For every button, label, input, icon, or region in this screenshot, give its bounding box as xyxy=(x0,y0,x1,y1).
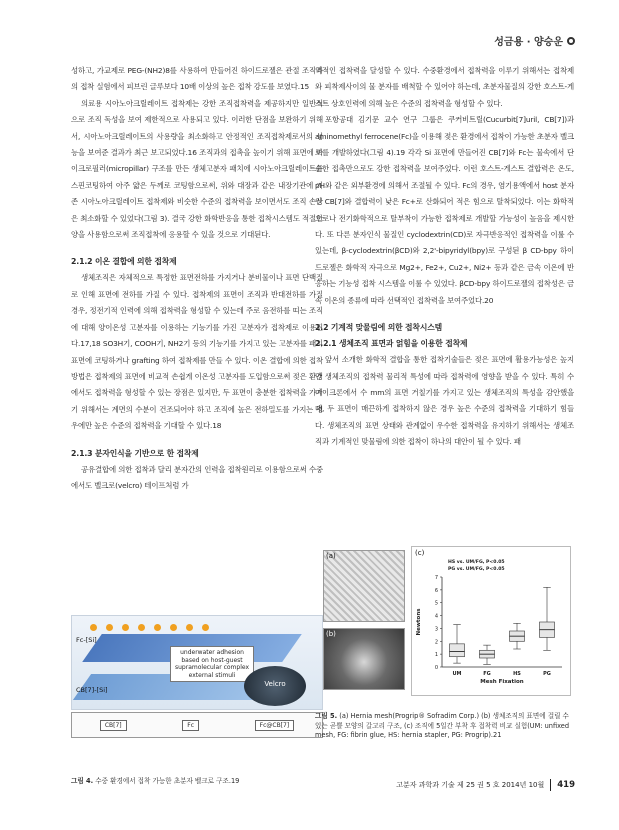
callout-line: supramolecular complex xyxy=(175,664,250,671)
panel-c-label: (c) xyxy=(415,549,425,557)
circle-bullet-icon xyxy=(567,37,575,45)
x-tick-label: HS xyxy=(513,671,521,677)
figure-4-caption xyxy=(71,775,323,785)
panel-b-label: (b) xyxy=(326,630,336,638)
paragraph: 성하고, 가교제로 PEG-(NH2)8를 사용하여 만들어진 하이드로젤은 관절 조직과의 접착 실험에서 피브린 글루보다 10배 이상의 높은 접착 강도를 보였다.15 xyxy=(71,66,323,92)
figure-4-illustration xyxy=(71,615,323,710)
page-footer xyxy=(396,779,575,791)
mesh-photo xyxy=(323,550,405,622)
figure-5 xyxy=(315,546,574,696)
x-tick-label: FG xyxy=(483,671,491,677)
label-fc-si: Fc-[Si] xyxy=(76,636,97,644)
velcro-label: Velcro xyxy=(264,680,286,688)
left-column xyxy=(71,63,323,494)
structure-label: CB[7] xyxy=(100,720,127,731)
running-header xyxy=(494,33,575,48)
figure-4-structures xyxy=(71,712,323,738)
caption-label: 그림 4. xyxy=(71,777,94,785)
structure-label: Fc@CB[7] xyxy=(255,720,295,731)
page-number: 419 xyxy=(557,780,575,790)
caption-text: 수중 환경에서 접착 가능한 초분자 벨크로 구조.19 xyxy=(95,777,240,785)
right-column xyxy=(315,63,574,451)
y-tick-label: 4 xyxy=(434,613,438,620)
paragraph: 생체조직은 자체적으로 특정한 표면전하를 가지거나 분비물이나 표면 단백질로 인해 표면에 전하를 가질 수 있다. 접착제의 표면이 조직과 반대전하를 가질 경우, 정전기적 인력에 의해 접착력을 형성할 수 있는데 주로 음전하를 띠는 조직에 대해 양이온성 고분자를 이용하는 기능기를 가진 고분자가 접착제로 이용된다.17,18 SO3H기, COOH기, NH2기 등의 기능기를 가지고 있는 고분자를 패치 표면에 코팅하거나 grafting 하여 접착제를 만들 수 있다. 이온 결합에 의한 접착방법은 접착제의 표면에 비교적 손쉽게 이온성 고분자를 도입함으로써 젖은 환경에서도 접착력을 형성할 수 있는 장점은 있지만, 두 표면이 충분한 접착력을 가지기 위해서는 계면의 수분이 건조되어야 하고 조직에 높은 전하밀도를 가지는 경우에만 높은 수준의 접착력을 기대할 수 있다.18 xyxy=(71,273,323,431)
x-axis-label: Mesh Fixation xyxy=(480,679,524,685)
header-authors: 성금용 · 양승운 xyxy=(494,37,563,48)
callout-line: external stimuli xyxy=(188,671,236,679)
paragraph: 역적인 접착력을 달성할 수 있다. 수중환경에서 접착력을 이루기 위해서는 접착제와 피착제사이의 물 분자를 배척할 수 있어야 하는데, 초분자물질의 강한 호스트-게스트 상호인력에 의해 높은 수준의 접착력을 형성할 수 있다. xyxy=(315,66,574,108)
y-tick-label: 7 xyxy=(434,575,438,581)
paragraph: 포항공대 김기문 교수 연구 그룹은 쿠커비트릴(Cucurbit[7]uril, CB[7])과 aminomethyl ferrocene(Fc)을 이용해 젖은 환경에서 접착이 가능한 초분자 벨크로를 개발하였다(그림 4).19 각각 Si 표면에 만들어진 CB[7]와 Fc는 물속에서 단순한 접촉만으로도 강한 접착력을 보여주었다. 이런 호스트-게스트 결합력은 온도, pH와 같은 외부환경에 의해서 조절될 수 있다. Fc의 경우, 염기용액에서 host 분자인 CB[7]와 결합력이 낮은 Fc+로 산화되어 적은 힘으로 탈착되었다. 이는 화학적으로나 전기화학적으로 탈부착이 가능한 접착제로 개발할 가능성이 높음을 제시한다. 또 다른 분자인식 물질인 cyclodextrin(CD)로 자극반응적인 접착력을 이룰 수 있는데, β-cyclodextrin(βCD)와 2,2'-bipyridyl(bpy)로 구성된 β CD-bpy 하이드로젤은 화학적 자극으로 Mg2+, Fe2+, Cu2+, Ni2+ 등과 같은 금속 이온에 반응하는 기능성 접착 시스템을 이룰 수 있었다. βCD-bpy 하이드로젤의 접착성은 금속 이온의 종류에 따라 선택적인 접착력을 보여주었다.20 xyxy=(315,115,574,305)
box-plot-panel xyxy=(411,546,571,696)
subsection-heading: 2.2.1 생체조직 표면과 얽힘을 이용한 접착제 xyxy=(315,339,468,349)
y-tick-label: 5 xyxy=(434,600,438,607)
figure-4-callout xyxy=(170,646,254,682)
y-tick-label: 1 xyxy=(434,652,438,659)
paragraph: 공유결합에 의한 접착과 달리 분자간의 인력을 접착원리로 이용함으로써 수중에서도 벨크로(velcro) 테이프처럼 가 xyxy=(71,464,323,490)
y-tick-label: 2 xyxy=(434,639,438,646)
box-UM xyxy=(450,644,465,657)
section-heading: 2.2 기계적 맞물림에 의한 접착시스템 xyxy=(315,323,442,333)
callout-line: underwater adhesion xyxy=(180,649,244,656)
journal-info: 고분자 과학과 기술 제 25 권 5 호 2014년 10월 xyxy=(396,781,545,789)
y-tick-label: 3 xyxy=(434,626,438,633)
y-tick-label: 6 xyxy=(434,587,438,594)
paragraph: 의료용 시아노아크릴레이트 접착제는 강한 조직접착력을 제공하지만 일반적으로 조직 독성을 보여 제한적으로 사용되고 있다. 이러한 단점을 보완하기 위해서, 시아노아크릴레이트의 사용량을 최소화하고 안정적인 조직접착제로서의 성능을 보여준 결과가 최근 보고되었다.16 조직과의 접촉을 높이기 위해 표면에 마이크로필러(micropillar) 구조를 만든 생체고분자 패치에 시아노아크릴레이트를 스핀코팅하여 아주 얇은 두께로 코팅함으로써, 위와 대장과 같은 내장기관에 기존 시아노아크릴레이트 접착제와 비슷한 수준의 접착력을 보이면서도 조직 손상은 최소화할 수 있었다(그림 3). 결국 강한 화학반응을 통한 접착시스템도 적절한 양을 사용함으로써 조직접착에 응용할 수 있을 것으로 기대된다. xyxy=(71,98,323,240)
velcro-image xyxy=(244,666,306,706)
fc-molecules xyxy=(90,624,209,631)
legend-entry: HS vs. UM/FG, P<0.05 xyxy=(448,560,505,565)
figure-5-caption xyxy=(315,712,574,741)
caption-label: 그림 5. xyxy=(315,712,338,720)
panel-a-label: (a) xyxy=(326,552,336,560)
y-axis-label: Newtons xyxy=(416,608,422,636)
footer-divider xyxy=(550,779,551,791)
x-tick-label: PG xyxy=(543,671,551,677)
section-heading: 2.1.2 이온 결합에 의한 접착제 xyxy=(71,257,177,267)
box-plot xyxy=(412,547,570,695)
caption-text: (a) Hernia mesh(Progrip® Sofradim Corp.) (b) 생체조직의 표면에 걸릴 수 있는 곧쁠 모양의 갈고리 구조, (c) 조직에 5일간 부착 후 접착력 비교 실험(UM: unfixed mesh, FG: fibrin glue, HS: hernia stapler, PG: Progrip).21 xyxy=(315,712,570,740)
label-cb7-si: CB[7]-[Si] xyxy=(76,686,108,694)
section-heading: 2.1.3 분자인식을 기반으로 한 접착제 xyxy=(71,448,199,458)
callout-line: based on host-guest xyxy=(181,656,243,664)
legend-entry: PG vs. UM/FG, P<0.05 xyxy=(448,567,505,572)
x-tick-label: UM xyxy=(452,671,462,677)
paragraph: 앞서 소개한 화학적 결합을 통한 접착기술들은 젖은 표면에 활용가능성은 높지만 생체조직의 접착력 물리적 특성에 따라 접착력에 영향을 받을 수 있다. 특히 수 마이크론에서 수 mm의 표면 거칠기를 가지고 있는 생체조직의 특성을 감안했을 때, 두 표면이 매끈하게 접착하지 않은 경우 높은 수준의 접착력을 기대하기 힘들다. 생체조직의 표면 상태와 관계없이 우수한 접착력을 유지하기 위해서는 생체조직과 기계적인 맞물림에 의한 접착이 하나의 대안이 될 수 있다. 패 xyxy=(315,355,574,447)
structure-label: Fc xyxy=(182,720,199,731)
figure-4 xyxy=(71,615,323,750)
y-tick-label: 0 xyxy=(434,665,438,671)
